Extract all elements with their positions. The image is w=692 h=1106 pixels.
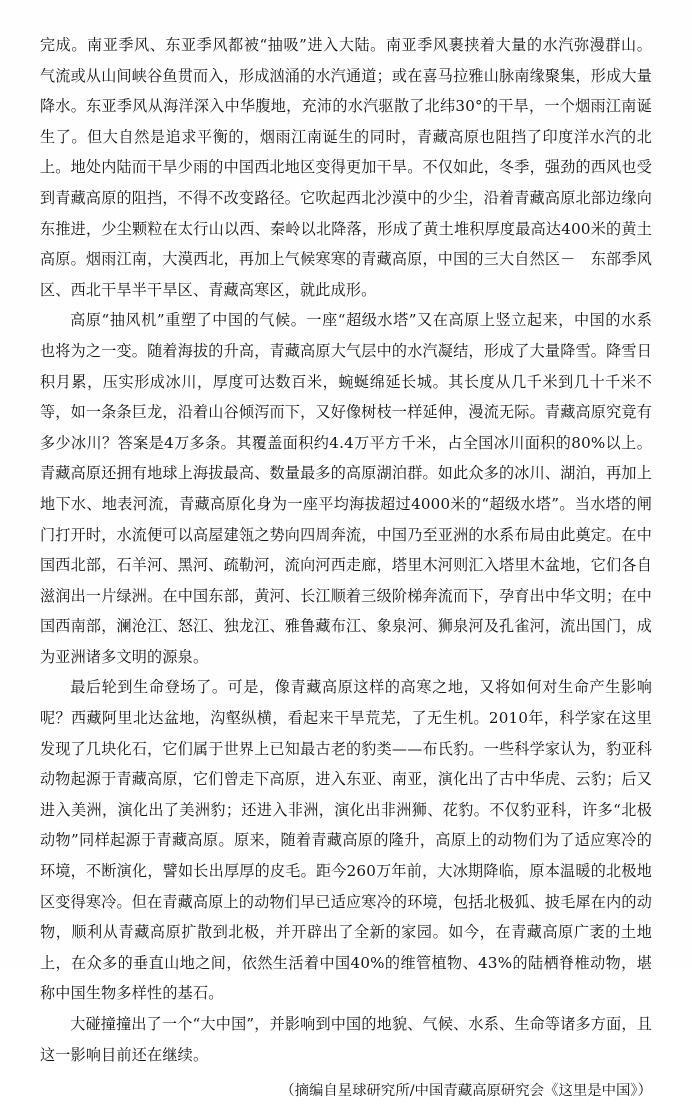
paragraph-3: 最后轮到生命登场了。可是，像青藏高原这样的高寒之地，又将如何对生命产生影响呢？西藏阿里北达盆地，沟壑纵横，看起来干旱荒芜，了无生机。2010年，科学家在这里发现了几块化石，它们属于世界上已知最古老的豹类——布氏豹。一些科学家认为，豹亚科动物起源于青藏高原，它们曾走下高原，进入东亚、南亚，演化出了古中华虎、云豹；后又进入美洲，演化出了美洲豹；还进入非洲，演化出非洲狮、花豹。不仅豹亚科，许多“北极动物”同样起源于青藏高原。原来，随着青藏高原的隆升，高原上的动物们为了适应寒冷的环境，不断演化，譬如长出厚厚的皮毛。距今260万年前，大冰期降临，原本温暖的北极地区变得寒冷。但在青藏高原上的动物们早已适应寒冷的环境，包括北极狐、披毛犀在内的动物，顺利从青藏高原扩散到北极，并开辟出了全新的家园。如今，在青藏高原广袤的土地上，在众多的垂直山地之间，依然生活着中国40%的维管植物、43%的陆栖脊椎动物，堪称中国生物多样性的基石。 — [40, 678, 652, 1003]
paragraph-4: 大碰撞撞出了一个“大中国”，并影响到中国的地貌、气候、水系、生命等诸多方面，且这一影响目前还在继续。 — [40, 1015, 652, 1064]
source-attribution: （摘编自星球研究所/中国青藏高原研究会《这里是中国》） — [280, 1083, 652, 1100]
paragraph-2: 高原“抽风机”重塑了中国的气候。一座“超级水塔”又在高原上竖立起来，中国的水系也将为之一变。随着海拔的升高，青藏高原大气层中的水汽凝结，形成了大量降雪。降雪日积月累，压实形成冰川，厚度可达数百米，蜿蜒绵延长城。其长度从几千米到几十千米不等，如一条条巨龙，沿着山谷倾泻而下，又好像树枝一样延伸，漫流无际。青藏高原究竟有多少冰川？答案是4万多条。其覆盖面积约4.4万平方千米，占全国冰川面积的80%以上。青藏高原还拥有地球上海拔最高、数量最多的高原湖泊群。如此众多的冰川、湖泊，再加上地下水、地表河流，青藏高原化身为一座平均海拔超过4000米的“超级水塔”。当水塔的闸门打开时，水流便可以高屋建瓴之势向四周奔流，中国乃至亚洲的水系布局由此奠定。在中国西北部，石羊河、黑河、疏勒河，流向河西走廊，塔里木河则汇入塔里木盆地，它们各自滋润出一片绿洲。在中国东部，黄河、长江顺着三级阶梯奔流而下，孕育出中华文明；在中国西南部，澜沧江、怒江、独龙江、雅鲁藏布江、象泉河、狮泉河及孔雀河，流出国门，成为亚洲诸多文明的源泉。 — [40, 311, 652, 666]
paragraph-1: 完成。南亚季风、东亚季风都被“抽吸”进入大陆。南亚季风裹挟着大量的水汽弥漫群山。气流或从山间峡谷鱼贯而入，形成汹涌的水汽通道；或在喜马拉雅山脉南缘聚集，形成大量降水。东亚季风从海洋深入中华腹地，充沛的水汽驱散了北纬30°的干旱，一个烟雨江南诞生了。但大自然是追求平衡的，烟雨江南诞生的同时，青藏高原也阻挡了印度洋水汽的北上。地处内陆而干旱少雨的中国西北地区变得更加干旱。不仅如此，冬季，强劲的西风也受到青藏高原的阻挡，不得不改变路径。它吹起西北沙漠中的少尘，沿着青藏高原北部边缘向东推进，少尘颗粒在太行山以西、秦岭以北降落，形成了黄土堆积厚度最高达400米的黄土高原。烟雨江南，大漠西北，再加上气候寒寒的青藏高原，中国的三大自然区－ 东部季风区、西北干旱半干旱区、青藏高寒区，就此成形。 — [40, 36, 652, 299]
